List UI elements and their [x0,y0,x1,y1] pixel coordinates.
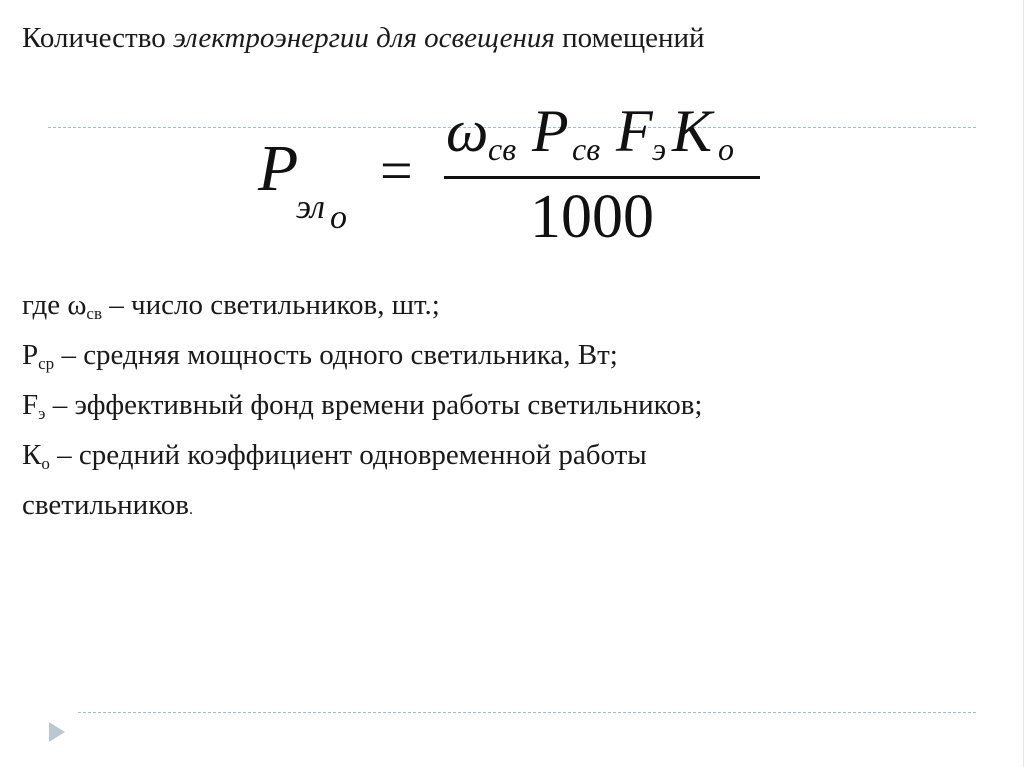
definition-symbol: ω [67,289,87,321]
definition-subscript: о [41,454,50,473]
definition-item [22,430,702,480]
definition-symbol: F [22,389,39,421]
numerator-omega: ω [446,98,489,164]
slide-title [22,18,705,58]
formula-denominator: 1000 [530,183,654,251]
definition-item [22,330,702,380]
numerator-omega-sub: св [488,131,517,167]
definition-item [22,280,702,330]
definition-item [22,380,702,430]
definition-continuation-text: светильников [22,489,190,521]
fraction-bar [444,176,760,179]
definition-text: – эффективный фонд времени работы светильников; [45,389,703,421]
formula-lhs-subsub: o [330,199,347,236]
numerator-p-sub: св [572,131,601,167]
formula-equals: = [380,138,413,203]
title-part-1: Количество [22,22,173,54]
formula [250,92,770,257]
definition-prefix: где [22,289,68,321]
definition-text: – число светильников, шт.; [102,289,440,321]
formula-lhs-sub: эл [296,189,325,226]
numerator-k: K [672,98,713,164]
definition-subscript: ср [38,354,55,373]
dashed-divider-bottom [78,712,976,713]
title-part-3: помещений [554,22,705,54]
definition-text: – средний коэффициент одновременной работы [49,439,647,471]
definitions-list [22,280,702,526]
formula-lhs-symbol: P [258,132,299,205]
definition-continuation [22,480,702,526]
definition-text: – средняя мощность одного светильника, Вт; [54,339,618,371]
definition-continuation-period: . [189,501,194,518]
numerator-p: P [532,98,569,164]
numerator-f: F [616,98,653,164]
definition-symbol: Р [22,339,39,371]
triangle-right-icon [46,720,68,744]
definition-symbol: К [22,439,42,471]
numerator-f-sub: э [652,131,667,167]
numerator-k-sub: o [718,131,734,167]
definition-subscript: св [86,304,102,323]
title-part-2-italic: электроэнергии для освещения [172,22,555,54]
formula-numerator [446,98,766,178]
definition-subscript: э [38,404,46,423]
